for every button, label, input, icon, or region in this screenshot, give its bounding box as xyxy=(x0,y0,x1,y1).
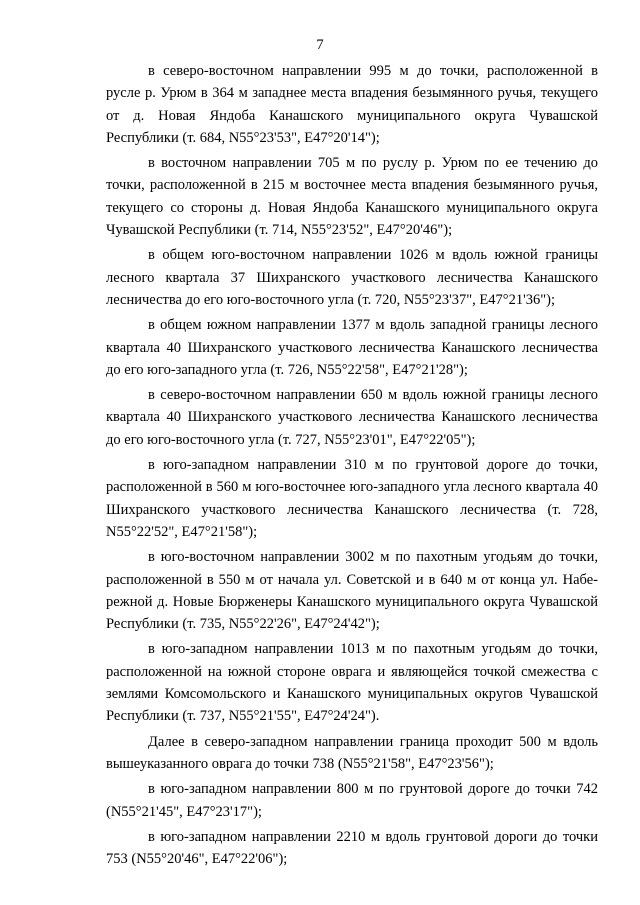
paragraph: в юго-западном направлении 2210 м вдоль грунтовой дороги до точки 753 (N55°20'46", E47°22'06"); xyxy=(106,828,598,868)
paragraph: в общем юго-восточном направлении 1026 м вдоль южной границы лесного квартала 37 Шихранского участкового лесничества Канашского лесничества до его юго-восточного угла (т. 720, N55°23'37", E47°21'36"); xyxy=(106,247,598,308)
page-number: 7 xyxy=(316,37,324,53)
paragraph: в северо-восточном направлении 995 м до точки, расположенной в русле р. Урюм в 364 м западнее места впадения безымянного ручья, текущего от д. Новая Яндоба Канашского муниципального округа Чувашской Республики (т. 684, N55°23'53", E47°20'14"); xyxy=(106,63,598,146)
paragraph: в юго-западном направлении 1013 м по пахотным угодьям до точки, расположенной на южной стороне оврага и являющейся точкой смежества с землями Комсомольского и Канашского муниципальных округов Чувашской Республики (т. 737, N55°21'55", E47°24'24"). xyxy=(106,641,598,725)
document-body xyxy=(106,60,598,873)
paragraph: в юго-восточном направлении 3002 м по пахотным угодьям до точки, расположенной в 550 м от начала ул. Советской и в 640 м от конца ул. Набережной д. Новые Бюрженеры Канашского муниципального округа Чувашской Республики (т. 735, N55°22'26", E47°24'42"); xyxy=(106,549,598,633)
paragraph: в общем южном направлении 1377 м вдоль западной границы лесного квартала 40 Шихранского участкового лесничества Канашского лесничества до его юго-западного угла (т. 726, N55°22'58", E47°21'28"); xyxy=(106,317,598,378)
paragraph: Далее в северо-западном направлении граница проходит 500 м вдоль вышеуказанного оврага до точки 738 (N55°21'58", E47°23'56"); xyxy=(106,733,598,772)
paragraph: в северо-восточном направлении 650 м вдоль южной границы лесного квартала 40 Шихранского участкового лесничества Канашского лесничества до его юго-восточного угла (т. 727, N55°23'01", E47°22'05"); xyxy=(106,387,598,448)
paragraph: в восточном направлении 705 м по руслу р. Урюм по ее течению до точки, расположенной в 215 м восточнее места впадения безымянного ручья, текущего со стороны д. Новая Яндоба Канашского муниципального округа Чувашской Республики (т. 714, N55°23'52", E47°20'46"); xyxy=(106,155,598,239)
paragraph: в юго-западном направлении 310 м по грунтовой дороге до точки, расположенной в 560 м юго-восточнее юго-западного угла лесного квартала 40 Шихранского участкового лесничества Канашского лесничества (т. 728, N55°22'52", E47°21'58"); xyxy=(106,457,598,540)
paragraph: в юго-западном направлении 800 м по грунтовой дороге до точки 742 (N55°21'45", E47°23'17"); xyxy=(106,781,598,820)
